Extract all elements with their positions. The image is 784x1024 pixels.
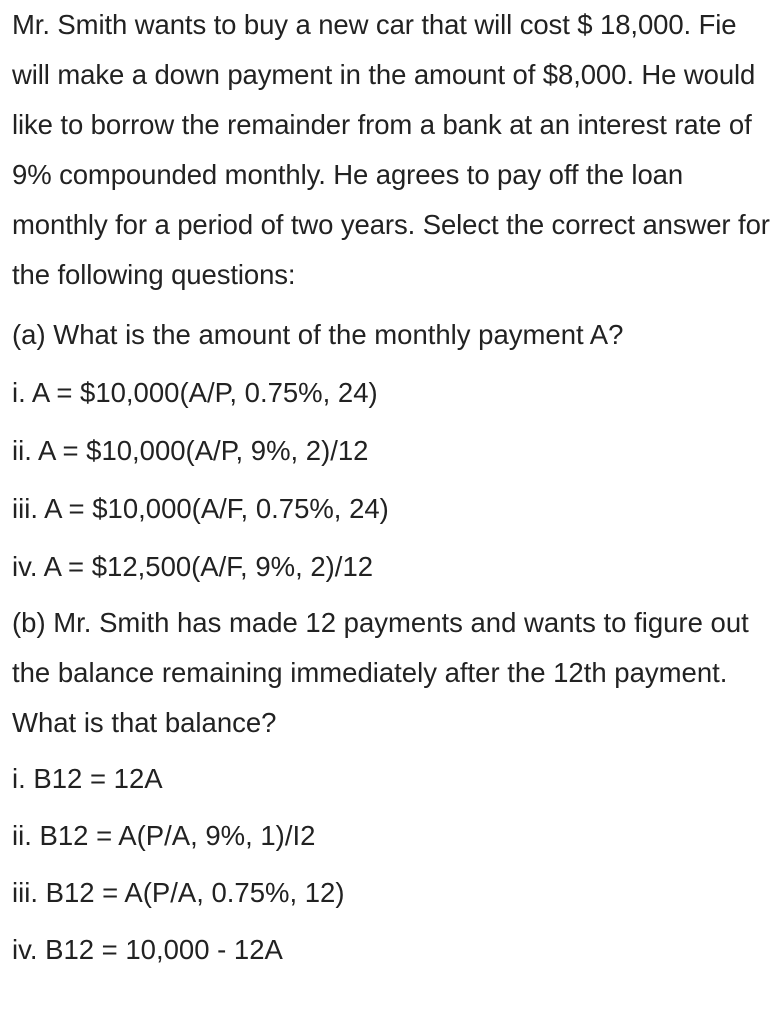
question-b-options: [12, 750, 774, 978]
question-b-option-i: i. B12 = 12A: [12, 763, 163, 794]
question-a-option-i: i. A = $10,000(A/P, 0.75%, 24): [12, 377, 378, 408]
question-b-option-iii: iii. B12 = A(P/A, 0.75%, 12): [12, 877, 345, 908]
question-a-options: [12, 364, 774, 596]
question-b-option-ii: ii. B12 = A(P/A, 9%, 1)/I2: [12, 820, 316, 851]
problem-intro: Mr. Smith wants to buy a new car that will cost $ 18,000. Fie will make a down payment in the amount of $8,000. He would like to borrow the remainder from a bank at an interest rate of 9% compounded monthly. He agrees to pay off the loan monthly for a period of two years. Select the correct answer for the following questions:: [12, 9, 770, 290]
question-a: (a) What is the amount of the monthly payment A?: [12, 319, 624, 350]
question-a-option-iii: iii. A = $10,000(A/F, 0.75%, 24): [12, 493, 389, 524]
question-b: (b) Mr. Smith has made 12 payments and wants to figure out the balance remaining immediately after the 12th payment. What is that balance?: [12, 607, 749, 738]
question-a-option-iv: iv. A = $12,500(A/F, 9%, 2)/12: [12, 551, 374, 582]
question-a-option-ii: ii. A = $10,000(A/P, 9%, 2)/12: [12, 435, 369, 466]
question-b-option-iv: iv. B12 = 10,000 - 12A: [12, 934, 283, 965]
